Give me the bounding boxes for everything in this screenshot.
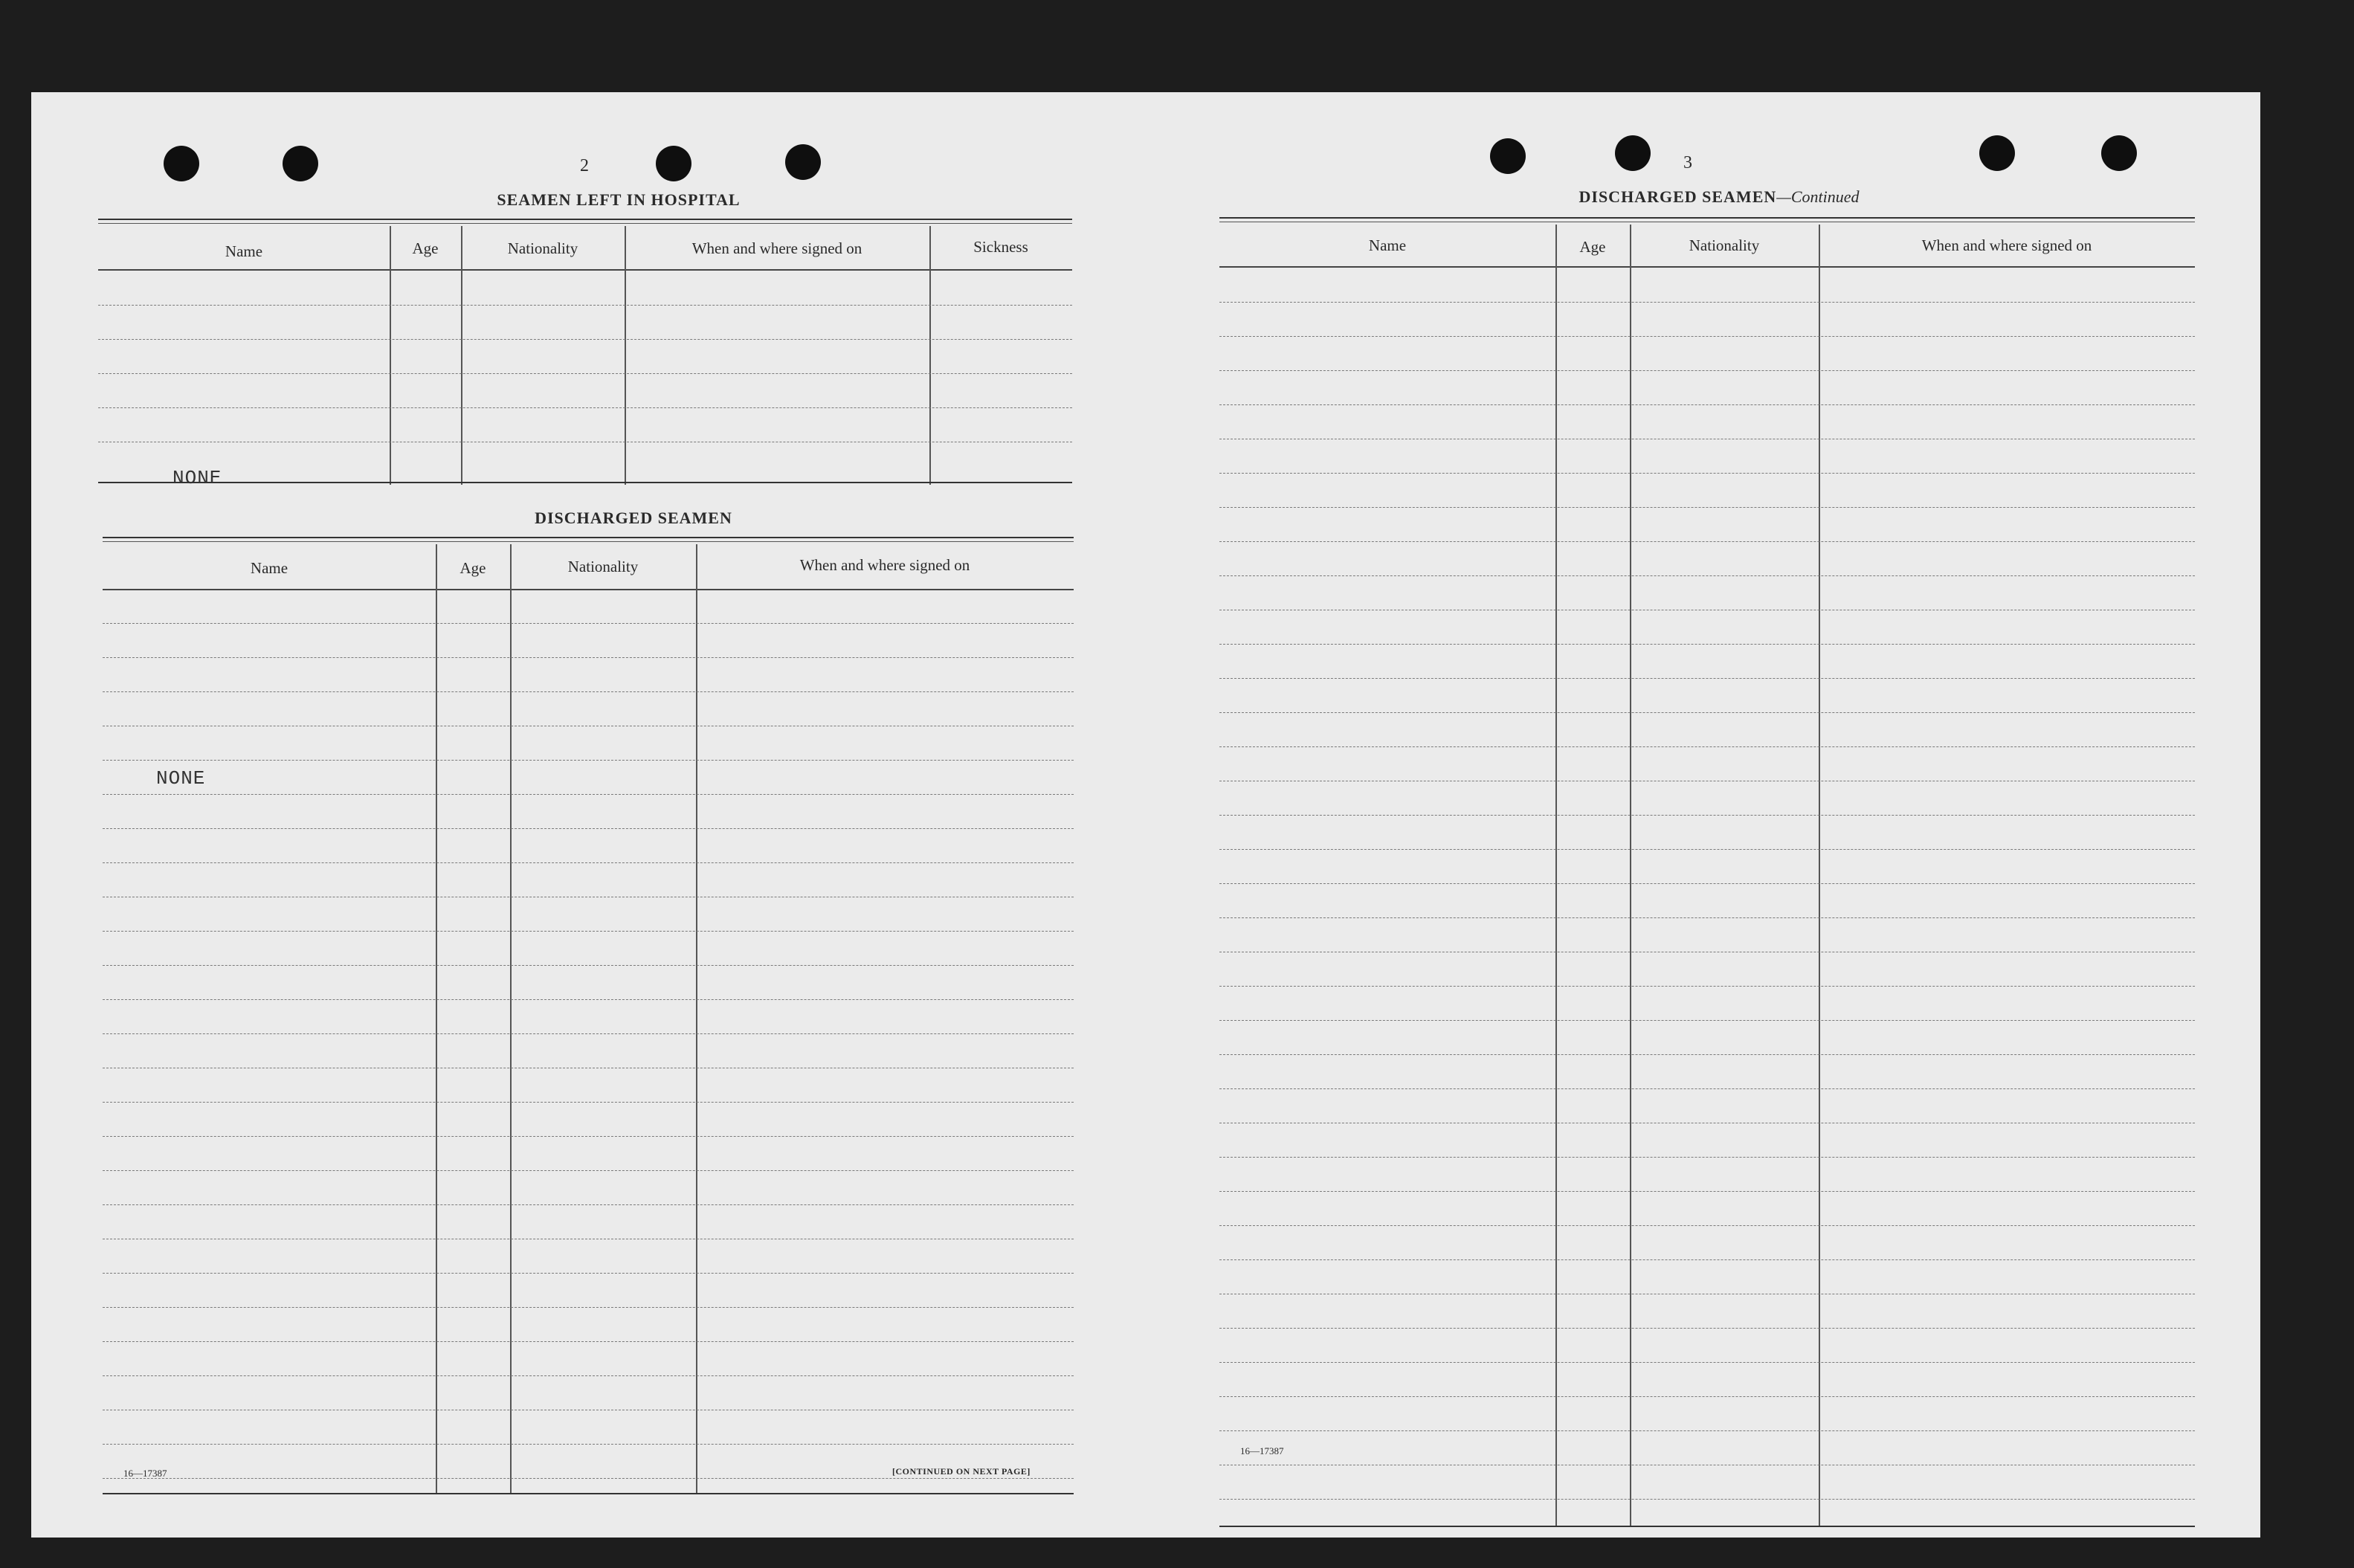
page-number: 2 — [580, 156, 589, 175]
ruled-line — [1219, 1328, 2195, 1329]
ruled-line — [1219, 473, 2195, 474]
ruled-line — [103, 1136, 1074, 1137]
punch-hole — [1490, 138, 1526, 174]
ruled-line — [1219, 917, 2195, 918]
col-header-signed-on: When and where signed on — [799, 556, 970, 574]
ruled-line — [103, 965, 1074, 966]
ruled-line — [1219, 1020, 2195, 1021]
hospital-section-title: SEAMEN LEFT IN HOSPITAL — [497, 190, 741, 209]
ruled-line — [1219, 541, 2195, 542]
col-header-name: Name — [250, 559, 288, 577]
punch-hole — [1615, 135, 1651, 171]
ruled-line — [103, 1444, 1074, 1445]
form-number: 16—17387 — [123, 1468, 167, 1479]
punch-hole — [283, 146, 318, 181]
col-header-age: Age — [1579, 238, 1606, 256]
ruled-line — [103, 862, 1074, 863]
ruled-line — [1219, 644, 2195, 645]
ruled-line — [1219, 336, 2195, 337]
punch-hole — [1979, 135, 2015, 171]
col-header-signed-on: When and where signed on — [1921, 236, 2092, 254]
col-header-age: Age — [459, 559, 486, 577]
punch-hole — [656, 146, 691, 181]
ruled-line — [1219, 1225, 2195, 1226]
ruled-line — [1219, 404, 2195, 405]
discharged-cont-section-title — [1496, 187, 1942, 207]
ruled-line — [103, 657, 1074, 658]
hospital-entry: NONE — [172, 467, 222, 489]
ruled-line — [1219, 1088, 2195, 1089]
discharged-section-title: DISCHARGED SEAMEN — [535, 509, 732, 527]
ruled-line — [1219, 1362, 2195, 1363]
ruled-line — [103, 1204, 1074, 1205]
form-number: 16—17387 — [1240, 1445, 1284, 1456]
ruled-line — [103, 1273, 1074, 1274]
ruled-line — [103, 760, 1074, 761]
ruled-line — [103, 1478, 1074, 1479]
col-header-signed-on: When and where signed on — [691, 239, 862, 257]
col-header-sickness: Sickness — [973, 238, 1028, 256]
ruled-line — [103, 1102, 1074, 1103]
ruled-line — [1219, 678, 2195, 679]
ruled-line — [1219, 815, 2195, 816]
ruled-line — [103, 691, 1074, 692]
ruled-line — [103, 794, 1074, 795]
ruled-line — [1219, 575, 2195, 576]
ruled-line — [103, 1307, 1074, 1308]
col-header-nationality: Nationality — [1689, 236, 1760, 254]
page-number: 3 — [1683, 153, 1692, 172]
ruled-line — [103, 1341, 1074, 1342]
ruled-line — [1219, 507, 2195, 508]
ruled-line — [1219, 883, 2195, 884]
section-title-text: DISCHARGED SEAMEN — [1579, 187, 1777, 206]
ruled-line — [103, 623, 1074, 624]
col-header-name: Name — [1368, 236, 1407, 254]
ruled-line — [103, 828, 1074, 829]
discharged-entry: NONE — [156, 767, 206, 790]
col-header-age: Age — [412, 239, 439, 257]
col-header-nationality: Nationality — [567, 558, 639, 575]
ruled-line — [103, 931, 1074, 932]
ruled-line — [1219, 1191, 2195, 1192]
ruled-line — [1219, 1259, 2195, 1260]
ruled-line — [1219, 1430, 2195, 1431]
continued-note: [CONTINUED ON NEXT PAGE] — [892, 1466, 1031, 1477]
col-header-nationality: Nationality — [507, 239, 578, 257]
ruled-line — [103, 1033, 1074, 1034]
discharged-cont-table — [1219, 217, 2195, 1540]
col-header-name: Name — [225, 242, 263, 260]
hospital-table — [98, 219, 1072, 489]
ruled-line — [1219, 1396, 2195, 1397]
ruled-line — [1219, 1499, 2195, 1500]
ruled-line — [1219, 1054, 2195, 1055]
ruled-line — [1219, 746, 2195, 747]
punch-hole — [785, 144, 821, 180]
discharged-table — [103, 537, 1074, 1548]
ruled-line — [1219, 849, 2195, 850]
ruled-line — [103, 999, 1074, 1000]
punch-hole — [164, 146, 199, 181]
punch-hole — [2101, 135, 2137, 171]
manifest-sheet — [31, 92, 2260, 1538]
ruled-line — [103, 1170, 1074, 1171]
ruled-line — [1219, 712, 2195, 713]
section-title-suffix: —Continued — [1776, 187, 1860, 206]
ruled-line — [1219, 370, 2195, 371]
ruled-line — [1219, 302, 2195, 303]
ruled-line — [1219, 1157, 2195, 1158]
ruled-line — [1219, 986, 2195, 987]
ruled-line — [103, 1375, 1074, 1376]
